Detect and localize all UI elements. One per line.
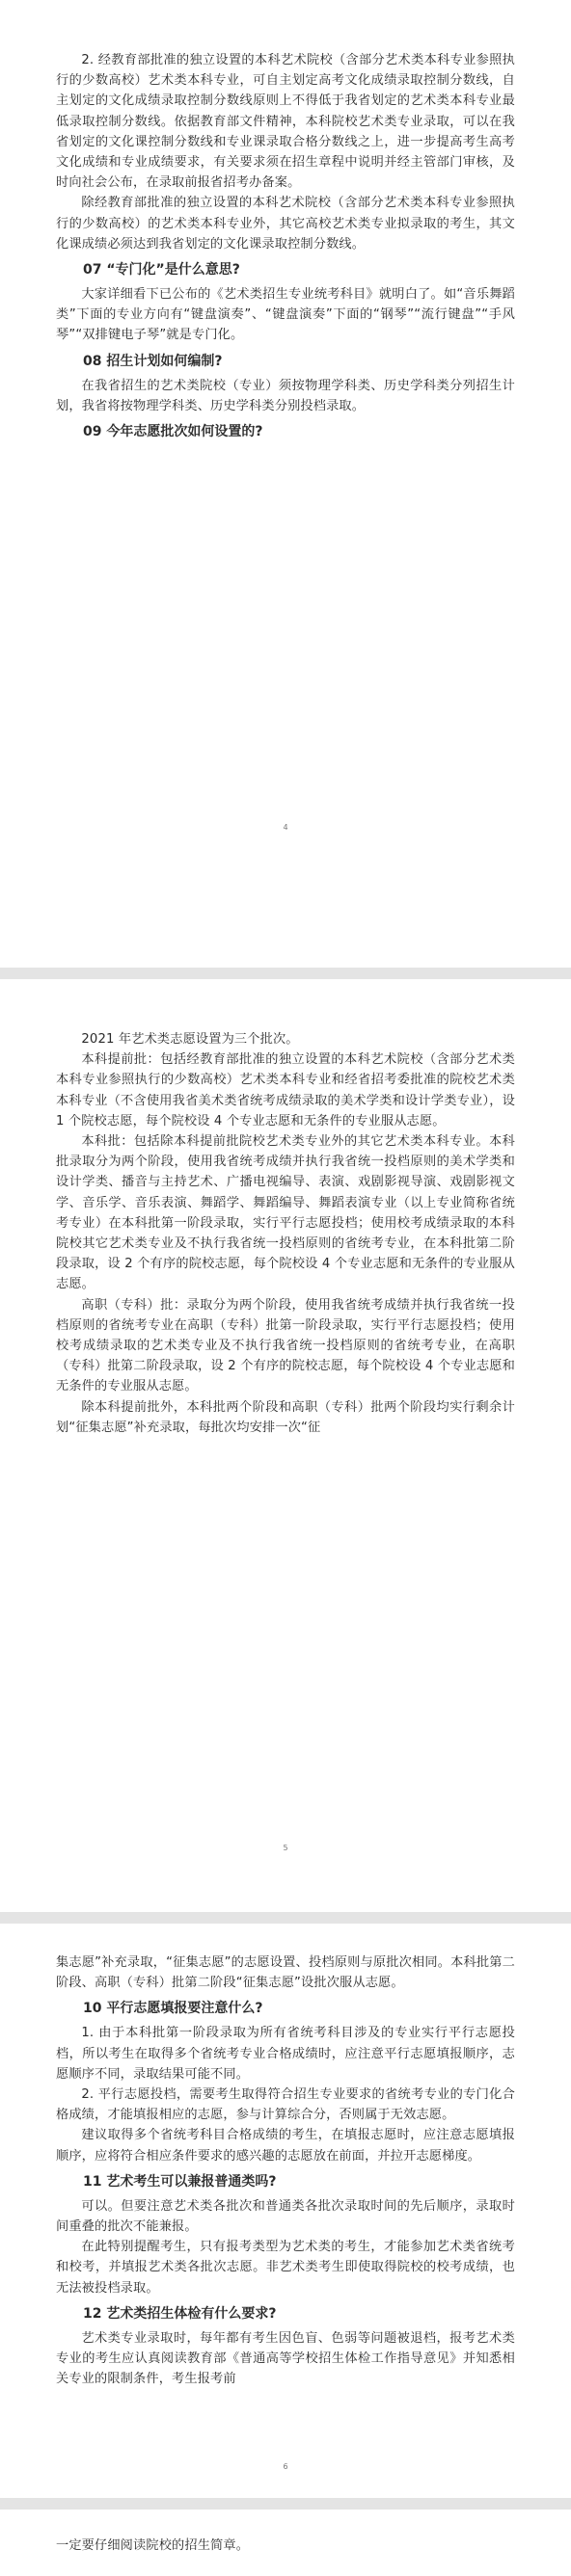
paragraph: 一定要仔细阅读院校的招生简章。 — [56, 2538, 250, 2553]
paragraph: 本科提前批：包括经教育部批准的独立设置的本科艺术院校（含部分艺术类本科专业参照执行的少数高校）艺术类本科专业和经省招考委批准的院校艺术类本科专业（不含使用我省美术类省统考成绩录取的美术学类和设计学类专业），设 1 个院校志愿，每个院校设 4 个专业志愿和无条件的专业服从志愿。 — [56, 1052, 515, 1129]
paragraph: 在我省招生的艺术类院校（专业）须按物理学科类、历史学科类分列招生计划，我省将按物理学科类、历史学科类分别投档录取。 — [56, 378, 515, 413]
paragraph: 可以。但要注意艺术类各批次和普通类各批次录取时间的先后顺序，录取时间重叠的批次不能兼报。 — [56, 2198, 515, 2235]
section-heading: 11 艺术考生可以兼报普通类吗? — [83, 2173, 277, 2190]
page-content — [56, 2536, 515, 2556]
page-number: 6 — [283, 2462, 288, 2471]
paragraph: 2021 年艺术类志愿设置为三个批次。 — [81, 1032, 299, 1047]
paragraph: 2. 平行志愿投档，需要考生取得符合招生专业要求的省统考专业的专门化合格成绩，才能填报相应的志愿，参与计算综合分，否则属于无效志愿。 — [56, 2087, 515, 2123]
section-heading: 08 招生计划如何编制? — [83, 353, 223, 369]
paragraph: 除经教育部批准的独立设置的本科艺术院校（含部分艺术类本科专业参照执行的少数高校）的艺术类本科专业外，其它高校艺术类专业拟录取的考生，其文化课成绩必须达到我省划定的文化课录取控制分数线。 — [56, 196, 515, 252]
section-heading: 09 今年志愿批次如何设置的? — [83, 424, 263, 440]
page-content — [56, 50, 515, 446]
paragraph: 艺术类专业录取时，每年都有考生因色盲、色弱等问题被退档，报考艺术类专业的考生应认真阅读教育部《普通高等学校招生体检工作指导意见》并知悉相关专业的限制条件，考生报考前 — [56, 2330, 515, 2387]
paragraph: 2. 经教育部批准的独立设置的本科艺术院校（含部分艺术类本科专业参照执行的少数高校）艺术类本科专业，可自主划定高考文化成绩录取控制分数线，自主划定的文化成绩录取控制分数线原则上不得低于我省划定的艺术类本科专业最低录取控制分数线。依据教育部文件精神，本科院校艺术类专业录取，可以在我省划定的文化课控制分数线和专业课录取合格分数线之上，进一步提高考生高考文化成绩和专业成绩要求，有关要求须在招生章程中说明并经主管部门审核，及时向社会公布，在录取前报省招考办备案。 — [56, 53, 515, 191]
page-number: 5 — [283, 1844, 288, 1852]
paragraph: 集志愿”补充录取，“征集志愿”的志愿设置、投档原则与原批次相同。本科批第二阶段、高职（专科）批第二阶段“征集志愿”设批次服从志愿。 — [56, 1955, 515, 1991]
page-number: 4 — [283, 823, 288, 832]
document-page-6 — [0, 1924, 571, 2498]
section-heading: 10 平行志愿填报要注意什么? — [83, 2001, 263, 2017]
document-page-7 — [0, 2510, 571, 2576]
paragraph: 建议取得多个省统考科目合格成绩的考生，在填报志愿时，应注意志愿填报顺序，应将符合相应条件要求的感兴趣的志愿放在前面，并拉开志愿梯度。 — [56, 2128, 515, 2164]
paragraph: 1. 由于本科批第一阶段录取为所有省统考科目涉及的专业实行平行志愿投档，所以考生在取得多个省统考专业合格成绩时，应注意平行志愿填报顺序，志愿顺序不同，录取结果可能不同。 — [56, 2026, 515, 2082]
page-content — [56, 1952, 515, 2389]
paragraph: 本科批：包括除本科提前批院校艺术类专业外的其它艺术类本科专业。本科批录取分为两个阶段，使用我省统考成绩并执行我省统一投档原则的美术学类和设计学类、播音与主持艺术、广播电视编导、表演、戏剧影视导演、戏剧影视文学、音乐学、音乐表演、舞蹈学、舞蹈编导、舞蹈表演专业（以上专业简称省统考专业）在本科批第一阶段录取，实行平行志愿投档；使用校考成绩录取的本科院校其它艺术类专业及不执行我省统一投档原则的省统考专业，在本科批第二阶段录取，设 2 个有序的院校志愿，每个院校设 4 个专业志愿和无条件的专业服从志愿。 — [56, 1134, 515, 1292]
section-heading: 12 艺术类招生体检有什么要求? — [83, 2305, 277, 2322]
paragraph: 大家详细看下已公布的《艺术类招生专业统考科目》就明白了。如“音乐舞蹈类”下面的专业方向有“键盘演奏”、“键盘演奏”下面的“钢琴”“流行键盘”“手风琴”“双排键电子琴”就是专门化。 — [56, 287, 515, 343]
document-page-4 — [0, 0, 571, 968]
paragraph: 除本科提前批外，本科批两个阶段和高职（专科）批两个阶段均实行剩余计划“征集志愿”补充录取，每批次均安排一次“征 — [56, 1399, 515, 1435]
section-heading: 07 “专门化”是什么意思? — [83, 262, 240, 279]
paragraph: 在此特别提醒考生，只有报考类型为艺术类的考生，才能参加艺术类省统考和校考，并填报艺术类各批次志愿。非艺术类考生即使取得院校的校考成绩，也无法被投档录取。 — [56, 2240, 515, 2296]
paragraph: 高职（专科）批：录取分为两个阶段，使用我省统考成绩并执行我省统一投档原则的省统考专业在高职（专科）批第一阶段录取，实行平行志愿投档；使用校考成绩录取的艺术类专业及不执行我省统一投档原则的省统考专业，在高职（专科）批第二阶段录取，设 2 个有序的院校志愿，每个院校设 4 个专业志愿和无条件的专业服从志愿。 — [56, 1297, 515, 1394]
page-content — [56, 1029, 515, 1438]
document-page-5 — [0, 979, 571, 1912]
